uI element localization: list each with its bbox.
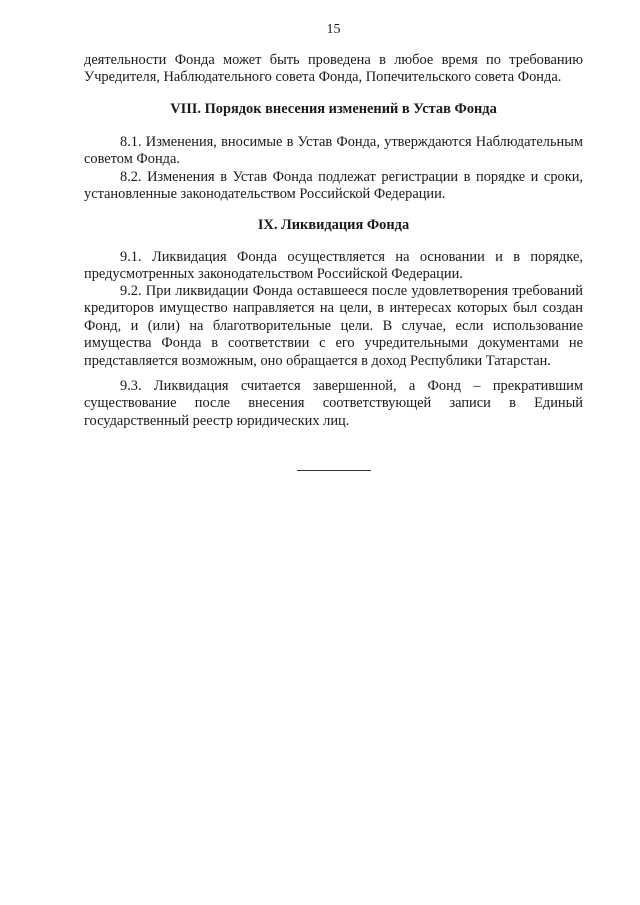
section-9-heading: IX. Ликвидация Фонда [257, 217, 410, 233]
section-8-item-1: 8.1. Изменения, вносимые в Устав Фонда, утверждаются Наблюдательным советом Фонда. [84, 134, 583, 168]
section-9-item-2: 9.2. При ликвидации Фонда оставшееся после удовлетворения требований кредиторов имущество направляется на цели, в интересах которых был создан Фонд, и (или) на благотворительные цели. В случае, если использование имущества Фонда в соответствии с его учредительными документами не представляется возможным, оно обращается в доход Республики Татарстан. [84, 283, 583, 369]
intro-paragraph: деятельности Фонда может быть проведена в любое время по требованию Учредителя, Наблюдательного совета Фонда, Попечительского совета Фонда. [84, 52, 583, 86]
section-9-item-3: 9.3. Ликвидация считается завершенной, а Фонд – прекратившим существование после внесения соответствующей записи в Единый государственный реестр юридических лиц. [84, 378, 583, 429]
section-8-item-2: 8.2. Изменения в Устав Фонда подлежат регистрации в порядке и сроки, установленные законодательством Российской Федерации. [84, 169, 583, 203]
end-of-text-rule [297, 470, 371, 471]
page-number: 15 [326, 22, 341, 37]
section-9-item-1: 9.1. Ликвидация Фонда осуществляется на основании и в порядке, предусмотренных законодательством Российской Федерации. [84, 249, 583, 283]
section-8-heading: VIII. Порядок внесения изменений в Устав Фонда [170, 101, 497, 117]
